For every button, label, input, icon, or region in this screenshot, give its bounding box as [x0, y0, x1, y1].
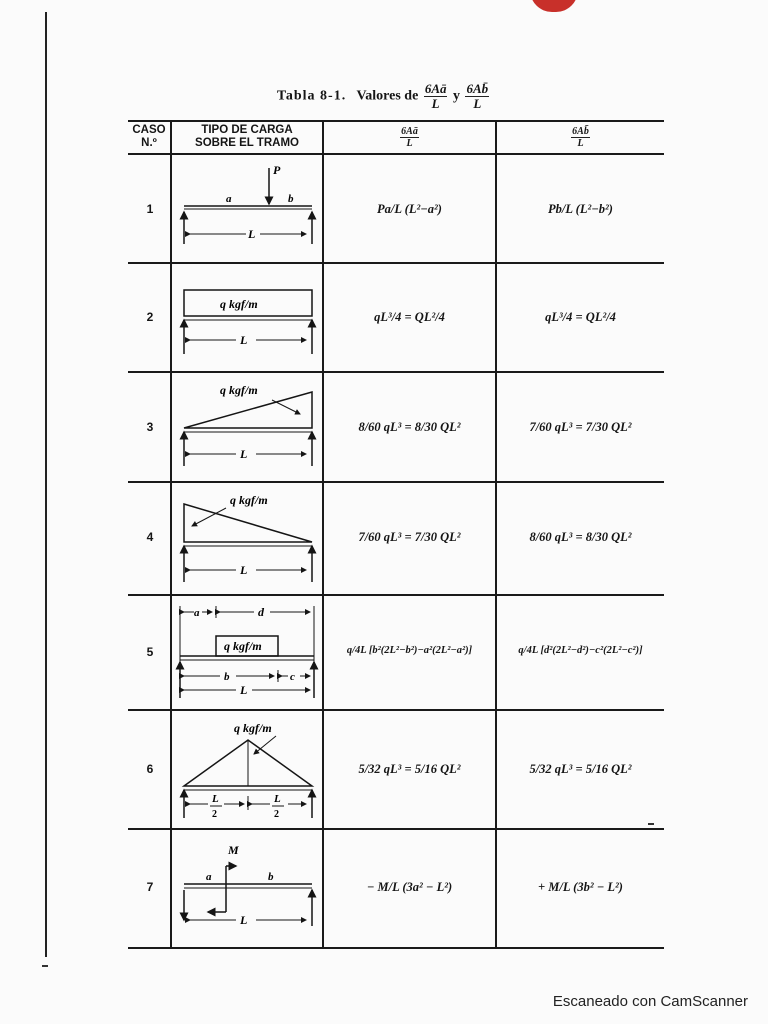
title-conj: y	[452, 88, 460, 104]
scan-margin-line	[45, 12, 47, 957]
table-rule	[128, 120, 664, 122]
formula-6Ab: 5/32 qL³ = 5/16 QL²	[529, 762, 632, 776]
table-rule	[128, 153, 664, 155]
svg-text:M: M	[228, 843, 239, 857]
formula-6Aa: − M/L (3a² − L²)	[366, 880, 453, 894]
table-rule	[128, 828, 664, 830]
case-number: 4	[146, 530, 154, 544]
header-6Ab-over-L: $\frac{6Ab̄}{L}$	[572, 126, 589, 149]
formula-6Ab: 8/60 qL³ = 8/30 QL²	[529, 530, 632, 544]
header-caso: CASO N.º	[132, 124, 166, 149]
svg-text:b: b	[288, 193, 294, 205]
svg-text:b: b	[268, 871, 274, 883]
table-rule	[128, 481, 664, 483]
case-number: 1	[146, 202, 154, 216]
svg-text:q kgf/m: q kgf/m	[234, 721, 272, 735]
scan-artifact	[530, 0, 578, 12]
svg-text:L: L	[274, 793, 281, 805]
load-diagram-applied-moment	[176, 834, 320, 944]
table-rule	[128, 709, 664, 711]
svg-text:q kgf/m: q kgf/m	[224, 639, 262, 653]
load-diagram-partial-uniform-load	[174, 598, 322, 706]
case-number: 7	[146, 880, 154, 894]
case-number: 6	[146, 762, 154, 776]
table-title	[0, 82, 768, 111]
title-text: Valores de	[356, 88, 419, 104]
load-diagram-triangular-increasing	[176, 376, 320, 478]
header-6Aa-over-L: $\frac{6Aā}{L}$	[401, 126, 418, 149]
case-number: 2	[146, 310, 154, 324]
formula-6Aa: 5/32 qL³ = 5/16 QL²	[358, 762, 461, 776]
table-rule	[128, 262, 664, 264]
formula-6Aa: q/4L [b²(2L²−b²)−a²(2L²−a²)]	[346, 645, 473, 656]
formula-6Aa: 7/60 qL³ = 7/30 QL²	[358, 530, 461, 544]
load-diagram-point-load	[176, 158, 320, 258]
svg-text:c: c	[290, 671, 295, 683]
svg-text:L: L	[212, 793, 219, 805]
scan-speck	[648, 823, 654, 825]
svg-text:L: L	[240, 563, 248, 577]
svg-text:a: a	[226, 193, 232, 205]
case-number: 3	[146, 420, 154, 434]
svg-text:L: L	[240, 913, 248, 927]
svg-text:2: 2	[274, 809, 279, 820]
formula-6Aa: 8/60 qL³ = 8/30 QL²	[358, 420, 461, 434]
svg-text:2: 2	[212, 809, 217, 820]
scan-speck	[42, 965, 48, 967]
table-rule	[128, 371, 664, 373]
formula-6Ab: 7/60 qL³ = 7/30 QL²	[529, 420, 632, 434]
case-number: 5	[146, 645, 154, 659]
svg-text:b: b	[224, 671, 230, 683]
title-fraction-b: $\frac{6Ab̄}{L}$	[466, 81, 489, 111]
svg-text:P: P	[273, 163, 281, 177]
formula-6Ab: q/4L [d²(2L²−d²)−c²(2L²−c²)]	[518, 645, 643, 656]
formula-6Ab: Pb/L (L²−b²)	[548, 202, 613, 216]
scanner-watermark: Escaneado con CamScanner	[552, 993, 748, 1010]
title-fraction-a: $\frac{6Aā}{L}$	[424, 81, 447, 111]
svg-text:L: L	[240, 333, 248, 347]
svg-text:a: a	[194, 607, 200, 619]
svg-text:a: a	[206, 871, 212, 883]
formula-6Aa: Pa/L (L²−a²)	[377, 202, 442, 216]
formula-6Ab: + M/L (3b² − L²)	[538, 880, 623, 894]
formula-6Aa: qL³/4 = QL²/4	[374, 310, 445, 324]
svg-text:d: d	[258, 605, 264, 619]
svg-text:L: L	[240, 447, 248, 461]
header-tipo-carga: TIPO DE CARGA SOBRE EL TRAMO	[195, 124, 299, 149]
load-diagram-triangular-symmetric	[176, 714, 320, 824]
svg-text:q kgf/m: q kgf/m	[230, 493, 268, 507]
svg-text:L: L	[248, 227, 256, 241]
load-diagram-uniform-load	[176, 268, 320, 368]
values-table	[128, 120, 664, 950]
svg-text:q kgf/m: q kgf/m	[220, 383, 258, 397]
formula-6Ab: qL³/4 = QL²/4	[545, 310, 616, 324]
table-rule	[128, 594, 664, 596]
svg-text:q kgf/m: q kgf/m	[220, 297, 258, 311]
title-prefix: Tabla 8-1.	[276, 88, 347, 104]
svg-text:L: L	[240, 683, 248, 697]
table-rule	[128, 947, 664, 949]
load-diagram-triangular-decreasing	[176, 488, 320, 590]
